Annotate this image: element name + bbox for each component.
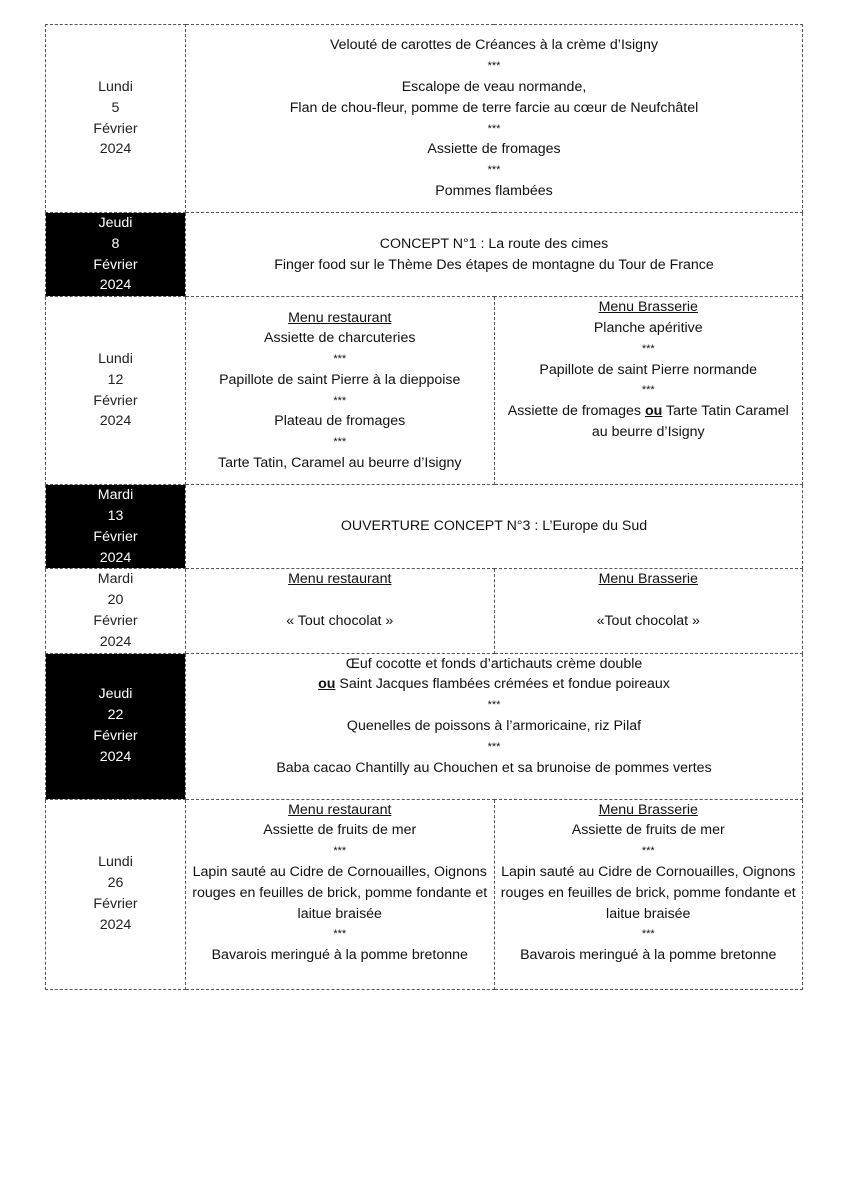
separator: *** <box>487 164 501 177</box>
starter: Assiette de fruits de mer <box>263 822 417 839</box>
main-course: Papillote de saint Pierre normande <box>539 361 758 378</box>
day-number: 8 <box>111 235 120 252</box>
dessert-option-a: Assiette de fromages <box>507 403 642 420</box>
day-name: Lundi <box>98 351 133 368</box>
year: 2024 <box>99 748 132 765</box>
date-cell-highlighted <box>46 653 186 799</box>
cheese-course: Plateau de fromages <box>274 413 406 430</box>
day-number: 5 <box>111 99 120 116</box>
year: 2024 <box>99 916 132 933</box>
menu-row-mardi-13 <box>46 485 803 569</box>
separator: *** <box>641 845 655 858</box>
dessert-choice <box>499 401 799 443</box>
event-title: CONCEPT N°1 : La route des cimes <box>379 235 609 252</box>
menu-row-jeudi-8 <box>46 213 803 297</box>
main-course-line-1: Escalope de veau normande, <box>401 78 587 95</box>
brasserie-menu-cell <box>494 297 803 485</box>
separator: *** <box>333 436 347 449</box>
separator: *** <box>641 928 655 941</box>
separator: *** <box>487 122 501 135</box>
separator: *** <box>641 384 655 397</box>
event-subtitle: Finger food sur le Thème Des étapes de montagne du Tour de France <box>274 256 714 273</box>
restaurant-menu-cell <box>186 569 495 653</box>
date-cell-highlighted <box>46 485 186 569</box>
separator: *** <box>487 60 501 73</box>
day-number: 26 <box>107 875 124 892</box>
main-course: Quenelles de poissons à l’armoricaine, riz Pilaf <box>346 717 642 734</box>
starter-choice <box>190 674 798 695</box>
dessert: Tarte Tatin, Caramel au beurre d’Isigny <box>218 455 462 472</box>
date-cell-highlighted <box>46 213 186 297</box>
separator: *** <box>487 740 501 753</box>
day-name: Mardi <box>97 571 134 588</box>
dessert: Bavarois meringué à la pomme bretonne <box>520 947 777 964</box>
month: Février <box>93 392 138 409</box>
starter: Velouté de carottes de Créances à la crème d’Isigny <box>329 37 659 54</box>
or-connector: ou <box>644 403 663 420</box>
month: Février <box>93 728 138 745</box>
separator: *** <box>333 394 347 407</box>
year: 2024 <box>99 549 132 566</box>
separator: *** <box>487 699 501 712</box>
year: 2024 <box>99 277 132 294</box>
dessert-option-b: Tarte Tatin Caramel au beurre d’Isigny <box>591 403 789 440</box>
month: Février <box>93 256 138 273</box>
main-course: Lapin sauté au Cidre de Cornouailles, Oignons rouges en feuilles de brick, pomme fondante et laitue braisée <box>500 863 796 922</box>
menu-row-lundi-12 <box>46 297 803 485</box>
month: Février <box>93 120 138 137</box>
menu-row-jeudi-22 <box>46 653 803 799</box>
month: Février <box>93 896 138 913</box>
menu-row-mardi-20 <box>46 569 803 653</box>
event-cell <box>186 485 803 569</box>
restaurant-heading: Menu restaurant <box>288 571 392 588</box>
date-cell <box>46 569 186 653</box>
starter: Assiette de fruits de mer <box>571 822 725 839</box>
month: Février <box>93 612 138 629</box>
menu-row-lundi-5 <box>46 25 803 213</box>
event-cell <box>186 213 803 297</box>
day-number: 12 <box>107 371 124 388</box>
day-name: Lundi <box>98 854 133 871</box>
cheese-course: Assiette de fromages <box>427 141 561 158</box>
date-cell <box>46 25 186 213</box>
brasserie-heading: Menu Brasserie <box>598 571 698 588</box>
restaurant-menu-cell <box>186 297 495 485</box>
dessert: Baba cacao Chantilly au Chouchen et sa brunoise de pommes vertes <box>276 759 712 776</box>
dessert: Bavarois meringué à la pomme bretonne <box>211 947 468 964</box>
date-cell <box>46 799 186 989</box>
brasserie-heading: Menu Brasserie <box>598 299 698 316</box>
brasserie-menu-cell <box>494 569 803 653</box>
separator: *** <box>333 845 347 858</box>
month: Février <box>93 528 138 545</box>
year: 2024 <box>99 633 132 650</box>
menu-row-lundi-26 <box>46 799 803 989</box>
separator: *** <box>333 353 347 366</box>
starter: Planche apéritive <box>593 319 703 336</box>
date-cell <box>46 297 186 485</box>
starter-option-b: Saint Jacques flambées crémées et fondue poireaux <box>339 676 670 693</box>
restaurant-heading: Menu restaurant <box>288 801 392 818</box>
day-number: 13 <box>107 507 124 524</box>
starter-option-a: Œuf cocotte et fonds d’artichauts crème double <box>345 655 643 672</box>
main-course: Lapin sauté au Cidre de Cornouailles, Oignons rouges en feuilles de brick, pomme fondante et laitue braisée <box>192 863 488 922</box>
brasserie-menu-cell <box>494 799 803 989</box>
dessert: Pommes flambées <box>435 182 553 199</box>
main-course: Papillote de saint Pierre à la dieppoise <box>219 371 461 388</box>
dish: « Tout chocolat » <box>286 612 394 629</box>
menu-cell <box>186 653 803 799</box>
dish: «Tout chocolat » <box>596 612 700 629</box>
main-course-line-2: Flan de chou-fleur, pomme de terre farcie au cœur de Neufchâtel <box>289 99 699 116</box>
day-name: Mardi <box>97 487 134 504</box>
starter: Assiette de charcuteries <box>264 330 416 347</box>
restaurant-menu-cell <box>186 799 495 989</box>
menu-cell <box>186 25 803 213</box>
day-number: 22 <box>107 707 124 724</box>
brasserie-heading: Menu Brasserie <box>598 801 698 818</box>
day-name: Lundi <box>98 78 133 95</box>
or-connector: ou <box>318 676 336 693</box>
day-name: Jeudi <box>98 215 133 231</box>
year: 2024 <box>99 413 132 430</box>
menu-calendar-table <box>45 24 803 990</box>
day-name: Jeudi <box>98 686 133 703</box>
day-number: 20 <box>107 592 124 609</box>
restaurant-heading: Menu restaurant <box>288 309 392 326</box>
separator: *** <box>641 342 655 355</box>
event-title: OUVERTURE CONCEPT N°3 : L’Europe du Sud <box>340 518 648 535</box>
separator: *** <box>333 928 347 941</box>
year: 2024 <box>99 141 132 158</box>
